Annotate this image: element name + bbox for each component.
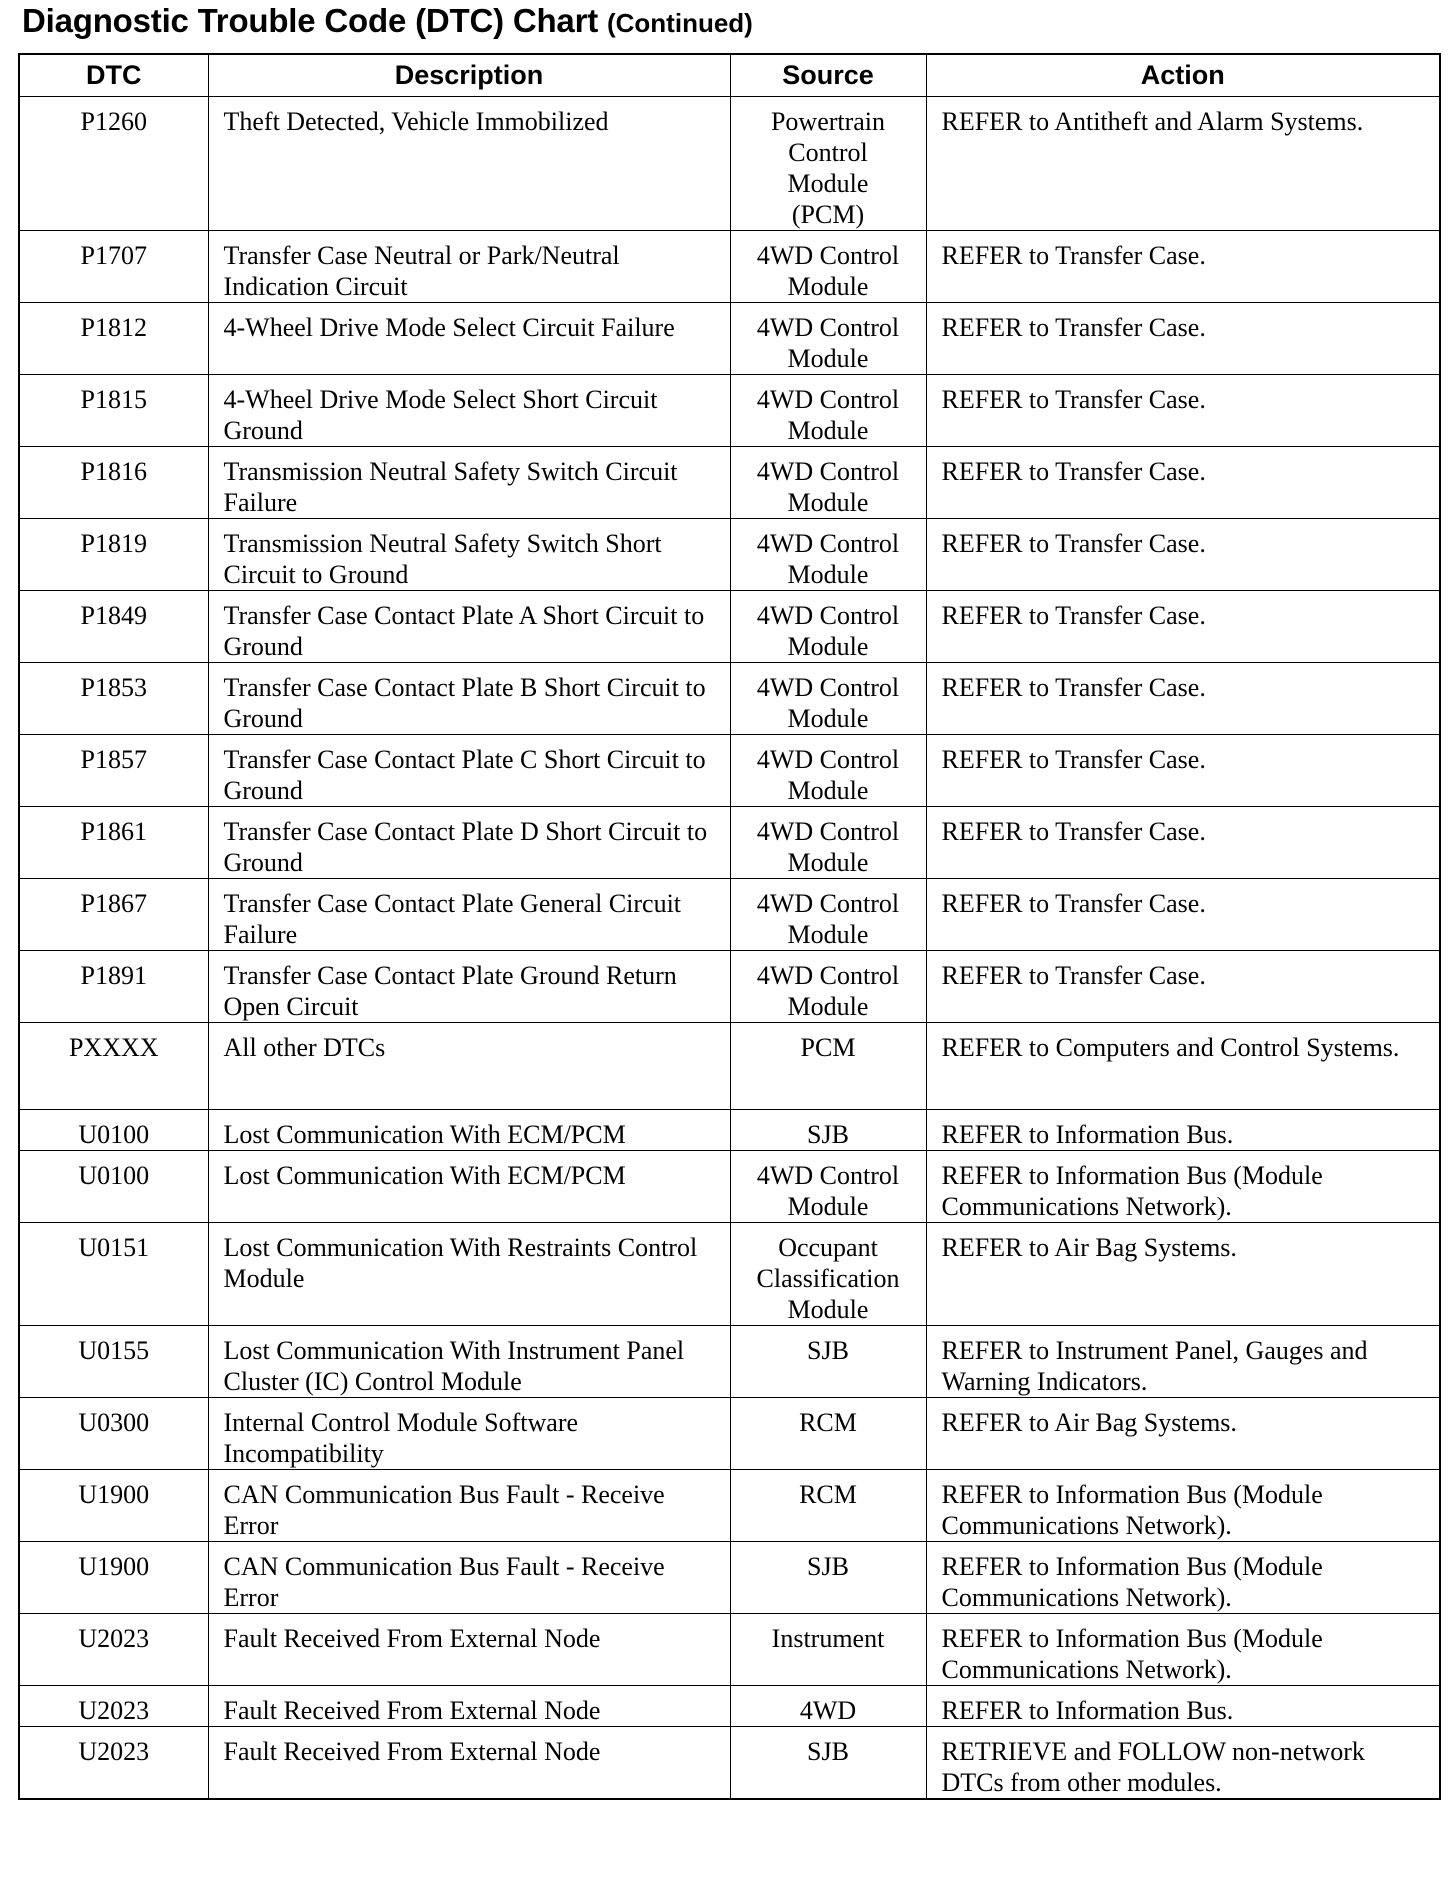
dtc-action: REFER to Information Bus.	[926, 1110, 1440, 1151]
dtc-description: Fault Received From External Node	[208, 1614, 730, 1686]
table-row	[19, 1151, 1440, 1223]
dtc-description: Fault Received From External Node	[208, 1727, 730, 1800]
dtc-source: 4WD Control Module	[730, 303, 926, 375]
table-row	[19, 1470, 1440, 1542]
dtc-action: REFER to Transfer Case.	[926, 591, 1440, 663]
dtc-action: REFER to Transfer Case.	[926, 879, 1440, 951]
dtc-source: 4WD Control Module	[730, 807, 926, 879]
dtc-action: REFER to Transfer Case.	[926, 231, 1440, 303]
dtc-source: Powertrain Control Module (PCM)	[730, 97, 926, 231]
dtc-action: REFER to Air Bag Systems.	[926, 1223, 1440, 1326]
dtc-source: Instrument	[730, 1614, 926, 1686]
dtc-action: REFER to Information Bus (Module Communications Network).	[926, 1614, 1440, 1686]
dtc-action: REFER to Information Bus.	[926, 1686, 1440, 1727]
dtc-code: P1707	[19, 231, 208, 303]
dtc-code: U1900	[19, 1470, 208, 1542]
dtc-source: PCM	[730, 1023, 926, 1110]
dtc-code: P1816	[19, 447, 208, 519]
dtc-code: U2023	[19, 1686, 208, 1727]
table-row	[19, 1542, 1440, 1614]
dtc-description: Lost Communication With Instrument Panel Cluster (IC) Control Module	[208, 1326, 730, 1398]
dtc-code: U0155	[19, 1326, 208, 1398]
dtc-code: P1867	[19, 879, 208, 951]
dtc-action: REFER to Transfer Case.	[926, 663, 1440, 735]
dtc-action: REFER to Transfer Case.	[926, 447, 1440, 519]
table-row	[19, 591, 1440, 663]
dtc-action: REFER to Information Bus (Module Communications Network).	[926, 1151, 1440, 1223]
dtc-code: U0151	[19, 1223, 208, 1326]
table-row	[19, 663, 1440, 735]
table-row	[19, 1727, 1440, 1800]
dtc-source: RCM	[730, 1398, 926, 1470]
dtc-description: Transfer Case Contact Plate A Short Circuit to Ground	[208, 591, 730, 663]
dtc-code: U2023	[19, 1614, 208, 1686]
page-title-suffix: (Continued)	[606, 8, 753, 38]
dtc-action: REFER to Information Bus (Module Communications Network).	[926, 1542, 1440, 1614]
dtc-description: 4-Wheel Drive Mode Select Short Circuit Ground	[208, 375, 730, 447]
dtc-source: 4WD Control Module	[730, 519, 926, 591]
dtc-description: Transfer Case Contact Plate Ground Return Open Circuit	[208, 951, 730, 1023]
dtc-source: SJB	[730, 1727, 926, 1800]
dtc-source: RCM	[730, 1470, 926, 1542]
table-row	[19, 879, 1440, 951]
table-row	[19, 951, 1440, 1023]
column-header-description: Description	[208, 54, 730, 97]
page-title-main: Diagnostic Trouble Code (DTC) Chart	[22, 2, 599, 39]
table-row	[19, 1398, 1440, 1470]
dtc-source: 4WD Control Module	[730, 951, 926, 1023]
dtc-description: Transfer Case Contact Plate B Short Circuit to Ground	[208, 663, 730, 735]
table-row	[19, 1326, 1440, 1398]
dtc-source: 4WD Control Module	[730, 879, 926, 951]
dtc-source: Occupant Classification Module	[730, 1223, 926, 1326]
dtc-description: Lost Communication With ECM/PCM	[208, 1110, 730, 1151]
dtc-action: RETRIEVE and FOLLOW non-network DTCs from other modules.	[926, 1727, 1440, 1800]
table-row	[19, 375, 1440, 447]
dtc-description: Transmission Neutral Safety Switch Short Circuit to Ground	[208, 519, 730, 591]
table-row	[19, 519, 1440, 591]
dtc-code: P1819	[19, 519, 208, 591]
table-row	[19, 807, 1440, 879]
dtc-description: Transfer Case Contact Plate General Circuit Failure	[208, 879, 730, 951]
table-row	[19, 97, 1440, 231]
dtc-source: SJB	[730, 1542, 926, 1614]
dtc-description: Transfer Case Contact Plate D Short Circuit to Ground	[208, 807, 730, 879]
dtc-description: All other DTCs	[208, 1023, 730, 1110]
dtc-action: REFER to Air Bag Systems.	[926, 1398, 1440, 1470]
dtc-action: REFER to Transfer Case.	[926, 735, 1440, 807]
dtc-source: 4WD Control Module	[730, 663, 926, 735]
dtc-code: P1812	[19, 303, 208, 375]
dtc-code: P1260	[19, 97, 208, 231]
dtc-source: SJB	[730, 1326, 926, 1398]
dtc-description: Transfer Case Contact Plate C Short Circuit to Ground	[208, 735, 730, 807]
dtc-action: REFER to Transfer Case.	[926, 807, 1440, 879]
table-row	[19, 1110, 1440, 1151]
dtc-code: U1900	[19, 1542, 208, 1614]
dtc-code: U2023	[19, 1727, 208, 1800]
dtc-action: REFER to Information Bus (Module Communications Network).	[926, 1470, 1440, 1542]
table-row	[19, 1686, 1440, 1727]
dtc-table	[18, 53, 1441, 1800]
column-header-dtc: DTC	[19, 54, 208, 97]
dtc-code: P1849	[19, 591, 208, 663]
dtc-action: REFER to Transfer Case.	[926, 951, 1440, 1023]
dtc-code: P1861	[19, 807, 208, 879]
dtc-code: P1815	[19, 375, 208, 447]
dtc-source: 4WD Control Module	[730, 735, 926, 807]
dtc-source: 4WD	[730, 1686, 926, 1727]
dtc-action: REFER to Computers and Control Systems.	[926, 1023, 1440, 1110]
table-row	[19, 231, 1440, 303]
dtc-description: Lost Communication With Restraints Control Module	[208, 1223, 730, 1326]
dtc-description: CAN Communication Bus Fault - Receive Error	[208, 1542, 730, 1614]
dtc-action: REFER to Transfer Case.	[926, 375, 1440, 447]
table-row	[19, 1223, 1440, 1326]
dtc-description: Fault Received From External Node	[208, 1686, 730, 1727]
table-row	[19, 1023, 1440, 1110]
dtc-code: U0100	[19, 1151, 208, 1223]
dtc-description: Theft Detected, Vehicle Immobilized	[208, 97, 730, 231]
dtc-description: Transfer Case Neutral or Park/Neutral Indication Circuit	[208, 231, 730, 303]
dtc-action: REFER to Transfer Case.	[926, 303, 1440, 375]
dtc-source: 4WD Control Module	[730, 591, 926, 663]
dtc-action: REFER to Antitheft and Alarm Systems.	[926, 97, 1440, 231]
column-header-source: Source	[730, 54, 926, 97]
dtc-action: REFER to Transfer Case.	[926, 519, 1440, 591]
table-row	[19, 447, 1440, 519]
dtc-description: Internal Control Module Software Incompatibility	[208, 1398, 730, 1470]
dtc-code: U0100	[19, 1110, 208, 1151]
dtc-description: Transmission Neutral Safety Switch Circuit Failure	[208, 447, 730, 519]
dtc-source: 4WD Control Module	[730, 375, 926, 447]
table-row	[19, 303, 1440, 375]
table-row	[19, 1614, 1440, 1686]
page-title	[22, 2, 753, 40]
dtc-source: 4WD Control Module	[730, 231, 926, 303]
dtc-code: PXXXX	[19, 1023, 208, 1110]
dtc-description: CAN Communication Bus Fault - Receive Error	[208, 1470, 730, 1542]
dtc-source: 4WD Control Module	[730, 1151, 926, 1223]
dtc-code: P1891	[19, 951, 208, 1023]
column-header-action: Action	[926, 54, 1440, 97]
dtc-description: 4-Wheel Drive Mode Select Circuit Failure	[208, 303, 730, 375]
dtc-description: Lost Communication With ECM/PCM	[208, 1151, 730, 1223]
dtc-source: 4WD Control Module	[730, 447, 926, 519]
table-row	[19, 735, 1440, 807]
table-header-row	[19, 54, 1440, 97]
dtc-source: SJB	[730, 1110, 926, 1151]
dtc-code: P1857	[19, 735, 208, 807]
dtc-action: REFER to Instrument Panel, Gauges and Warning Indicators.	[926, 1326, 1440, 1398]
dtc-code: U0300	[19, 1398, 208, 1470]
dtc-code: P1853	[19, 663, 208, 735]
